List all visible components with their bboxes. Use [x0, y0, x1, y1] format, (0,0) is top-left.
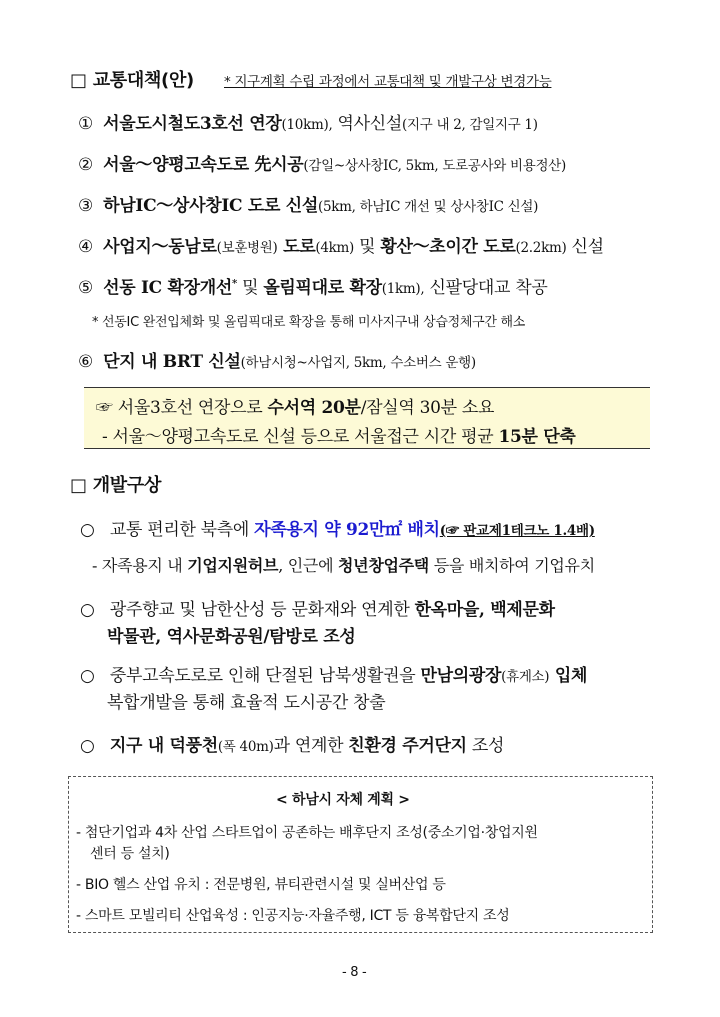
dev-bullet-2-line2: 박물관, 역사문화공원/탐방로 조성	[107, 627, 356, 647]
transport-item-3: ③ 하남IC～상사창IC 도로 신설(5km, 하남IC 개선 및 상사창IC 신설)	[78, 196, 539, 216]
transport-item-5: ⑤ 선동 IC 확장개선* 및 올림픽대로 확장(1km), 신팔당대교 착공	[78, 278, 548, 298]
plan-item-2: - BIO 헬스 산업 유치 : 전문병원, 뷰티관련시설 및 실버산업 등	[76, 877, 446, 893]
page-number: - 8 -	[342, 965, 367, 980]
highlight-line-2: - 서울～양평고속도로 신설 등으로 서울접근 시간 평균 15분 단축	[102, 427, 576, 447]
plan-item-1-cont: 센터 등 설치)	[90, 846, 170, 862]
dev-bullet-2: ○ 광주향교 및 남한산성 등 문화재와 연계한 한옥마을, 백제문화	[80, 600, 555, 620]
section2-heading	[70, 471, 161, 497]
plan-item-1: - 첨단기업과 4차 산업 스타트업이 공존하는 배후단지 조성(중소기업·창업지원	[76, 825, 538, 841]
section1-heading	[70, 66, 194, 92]
highlight-line-1: ☞ 서울3호선 연장으로 수서역 20분/잠실역 30분 소요	[96, 398, 495, 418]
dev-sub-line: - 자족용지 내 기업지원허브, 인근에 청년창업주택 등을 배치하여 기업유치	[92, 556, 595, 575]
plan-item-3: - 스마트 모빌리티 산업육성 : 인공지능·자율주행, ICT 등 융복합단지 조성	[76, 908, 510, 924]
section2-marker: □	[70, 475, 87, 496]
section2-title: 개발구상	[92, 475, 162, 496]
section1-note: * 지구계획 수립 과정에서 교통대책 및 개발구상 변경가능	[224, 74, 552, 90]
transport-item-2: ② 서울～양평고속도로 先시공(감일~상사창IC, 5km, 도로공사와 비용정산)	[78, 155, 566, 175]
dev-bullet-3: ○ 중부고속도로로 인해 단절된 남북생활권을 만남의광장(휴게소) 입체	[80, 666, 588, 686]
transport-item-6: ⑥ 단지 내 BRT 신설(하남시청~사업지, 5km, 수소버스 운행)	[78, 352, 476, 372]
dev-bullet-1: ○ 교통 편리한 북측에 자족용지 약 92만㎡ 배치(☞ 판교제1테크노 1.4배)	[80, 520, 595, 540]
section1-title: 교통대책(안)	[92, 70, 194, 91]
transport-item-4: ④ 사업지～동남로(보훈병원) 도로(4km) 및 황산～초이간 도로(2.2km) 신설	[78, 237, 604, 257]
transport-footnote: * 선동IC 완전입체화 및 올림픽대로 확장을 통해 미사지구내 상습정체구간 해소	[92, 315, 526, 330]
section1-marker: □	[70, 70, 87, 91]
plan-box-title: < 하남시 자체 계획 >	[276, 792, 410, 808]
transport-item-1: ① 서울도시철도3호선 연장(10km), 역사신설(지구 내 2, 감일지구 1)	[78, 114, 538, 134]
dev-bullet-3-line2: 복합개발을 통해 효율적 도시공간 창출	[107, 693, 386, 713]
dev-bullet-4: ○ 지구 내 덕풍천(폭 40m)과 연계한 친환경 주거단지 조성	[80, 736, 505, 756]
